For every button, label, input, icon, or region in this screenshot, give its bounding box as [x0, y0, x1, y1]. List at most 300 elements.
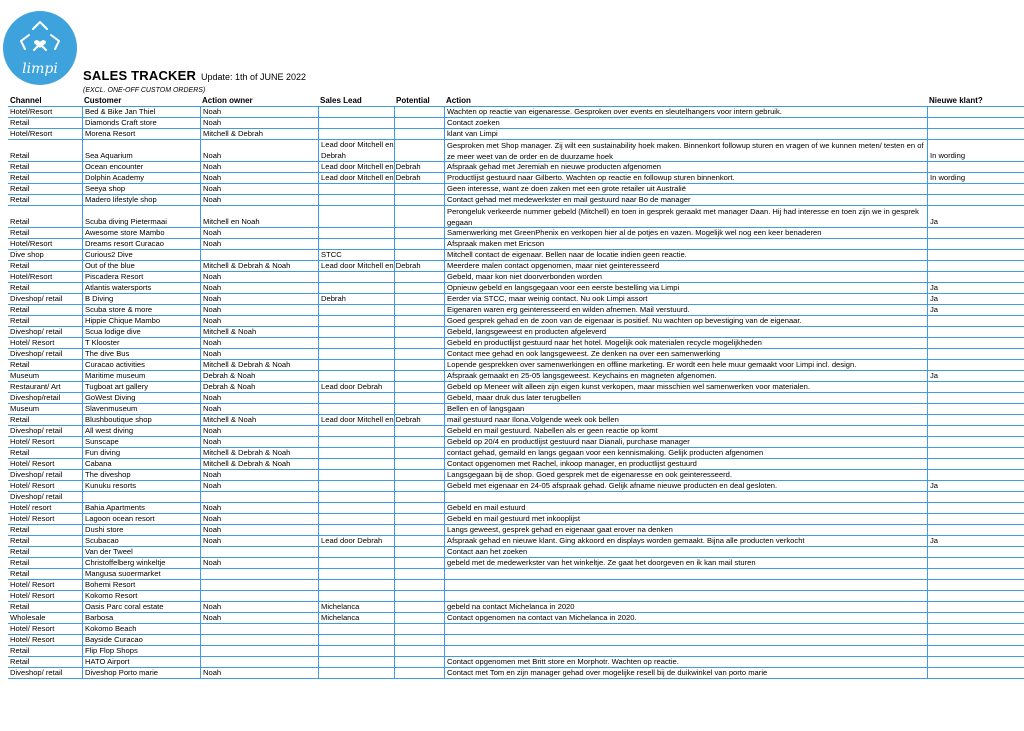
potential-cell[interactable]: [394, 481, 444, 491]
owner-cell[interactable]: Noah: [200, 481, 318, 491]
potential-cell[interactable]: [394, 558, 444, 568]
action-cell[interactable]: [444, 624, 927, 634]
new-client-cell[interactable]: [927, 459, 1024, 469]
owner-cell[interactable]: Noah: [200, 536, 318, 546]
lead-cell[interactable]: [318, 338, 394, 348]
potential-cell[interactable]: [394, 580, 444, 590]
potential-cell[interactable]: [394, 426, 444, 436]
table-row[interactable]: [8, 415, 1024, 426]
new-client-cell[interactable]: [927, 184, 1024, 194]
new-client-cell[interactable]: [927, 393, 1024, 403]
table-row[interactable]: [8, 536, 1024, 547]
action-cell[interactable]: [444, 591, 927, 601]
new-client-cell[interactable]: [927, 349, 1024, 359]
table-row[interactable]: [8, 635, 1024, 646]
potential-cell[interactable]: [394, 184, 444, 194]
table-row[interactable]: [8, 360, 1024, 371]
owner-cell[interactable]: Noah: [200, 294, 318, 304]
owner-cell[interactable]: Noah: [200, 404, 318, 414]
customer-cell[interactable]: Diamonds Craft store: [82, 118, 200, 128]
lead-cell[interactable]: [318, 426, 394, 436]
action-cell[interactable]: Gebeld, maar druk dus later terugbellen: [444, 393, 927, 403]
table-row[interactable]: [8, 580, 1024, 591]
potential-cell[interactable]: [394, 162, 444, 172]
potential-cell[interactable]: [394, 613, 444, 623]
lead-cell[interactable]: [318, 558, 394, 568]
table-row[interactable]: [8, 184, 1024, 195]
customer-cell[interactable]: Mangusa suoermarket: [82, 569, 200, 579]
owner-cell[interactable]: Noah: [200, 283, 318, 293]
customer-cell[interactable]: Barbosa: [82, 613, 200, 623]
channel-cell[interactable]: Retail: [10, 195, 30, 204]
action-cell[interactable]: Mitchell contact de eigenaar. Bellen naar de locatie indien geen reactie.: [444, 250, 927, 260]
lead-cell[interactable]: Michelanca: [318, 602, 394, 612]
potential-cell[interactable]: [394, 250, 444, 260]
potential-cell[interactable]: [394, 338, 444, 348]
new-client-cell[interactable]: [927, 118, 1024, 128]
customer-cell[interactable]: Scuba diving Pietermaai: [82, 206, 200, 227]
lead-cell[interactable]: [318, 547, 394, 557]
action-cell[interactable]: Lopende gesprekken over samenwerkingen en offline marketing. Er wordt een hele muur gemaakt voor Limpi incl. design.: [444, 360, 927, 370]
table-row[interactable]: [8, 470, 1024, 481]
channel-cell[interactable]: Hotel/Resort: [10, 239, 53, 248]
table-row[interactable]: [8, 624, 1024, 635]
action-cell[interactable]: Perongeluk verkeerde nummer gebeld (Mitchell) en toen in gesprek geraakt met manager Daan. Hij had interesse en toen zijn we in gesprek gegaan: [444, 206, 927, 227]
new-client-cell[interactable]: [927, 228, 1024, 238]
owner-cell[interactable]: Noah: [200, 316, 318, 326]
action-cell[interactable]: Gebeld en productlijst gestuurd naar het hotel. Mogelijk ook materialen recycle mogelijkheden: [444, 338, 927, 348]
channel-cell[interactable]: Museum: [10, 404, 40, 413]
table-row[interactable]: [8, 613, 1024, 624]
lead-cell[interactable]: Lead door Debrah: [318, 382, 394, 392]
potential-cell[interactable]: [394, 514, 444, 524]
channel-cell[interactable]: Hotel/Resort: [10, 107, 53, 116]
new-client-cell[interactable]: [927, 261, 1024, 271]
new-client-cell[interactable]: [927, 514, 1024, 524]
action-cell[interactable]: Contact mee gehad en ook langsgeweest. Ze denken na over een samenwerking: [444, 349, 927, 359]
action-cell[interactable]: Gebeld en mail gestuurd met inkooplijst: [444, 514, 927, 524]
owner-cell[interactable]: Noah: [200, 349, 318, 359]
new-client-cell[interactable]: [927, 613, 1024, 623]
owner-cell[interactable]: Mitchell en Noah: [200, 206, 318, 227]
lead-cell[interactable]: [318, 239, 394, 249]
owner-cell[interactable]: Noah: [200, 514, 318, 524]
potential-cell[interactable]: [394, 459, 444, 469]
new-client-cell[interactable]: [927, 470, 1024, 480]
action-cell[interactable]: Geen interesse, want ze doen zaken met een grote retailer uit Australië: [444, 184, 927, 194]
lead-cell[interactable]: [318, 228, 394, 238]
owner-cell[interactable]: [200, 569, 318, 579]
customer-cell[interactable]: All west diving: [82, 426, 200, 436]
potential-cell[interactable]: [394, 602, 444, 612]
channel-cell[interactable]: Retail: [10, 547, 30, 556]
lead-cell[interactable]: [318, 404, 394, 414]
customer-cell[interactable]: The dive Bus: [82, 349, 200, 359]
channel-cell[interactable]: Retail: [10, 558, 30, 567]
new-client-cell[interactable]: [927, 338, 1024, 348]
action-cell[interactable]: klant van Limpi: [444, 129, 927, 139]
customer-cell[interactable]: Scua lodige dive: [82, 327, 200, 337]
customer-cell[interactable]: Curacao activities: [82, 360, 200, 370]
channel-cell[interactable]: Hotel/ Resort: [10, 580, 55, 589]
channel-cell[interactable]: Hotel/ Resort: [10, 459, 55, 468]
action-cell[interactable]: Meerdere malen contact opgenomen, maar niet geinteresseerd: [444, 261, 927, 271]
table-row[interactable]: [8, 426, 1024, 437]
channel-cell[interactable]: Hotel/ Resort: [10, 624, 55, 633]
potential-cell[interactable]: [394, 239, 444, 249]
table-row[interactable]: [8, 129, 1024, 140]
lead-cell[interactable]: [318, 107, 394, 117]
table-row[interactable]: [8, 206, 1024, 228]
lead-cell[interactable]: [318, 437, 394, 447]
channel-cell[interactable]: Hotel/ Resort: [10, 338, 55, 347]
owner-cell[interactable]: Mitchell & Noah: [200, 327, 318, 337]
lead-cell[interactable]: [318, 514, 394, 524]
new-client-cell[interactable]: Ja: [927, 536, 1024, 546]
table-row[interactable]: [8, 646, 1024, 657]
action-cell[interactable]: [444, 580, 927, 590]
owner-cell[interactable]: Mitchell & Debrah & Noah: [200, 261, 318, 271]
lead-cell[interactable]: [318, 481, 394, 491]
table-row[interactable]: [8, 514, 1024, 525]
new-client-cell[interactable]: [927, 360, 1024, 370]
table-row[interactable]: [8, 437, 1024, 448]
action-cell[interactable]: Contact opgenomen met Britt store en Morphotr. Wachten op reactie.: [444, 657, 927, 667]
table-row[interactable]: [8, 261, 1024, 272]
channel-cell[interactable]: Hotel/ Resort: [10, 591, 55, 600]
owner-cell[interactable]: Noah: [200, 118, 318, 128]
table-row[interactable]: [8, 382, 1024, 393]
new-client-cell[interactable]: In wording: [927, 140, 1024, 161]
table-row[interactable]: [8, 503, 1024, 514]
owner-cell[interactable]: Mitchell & Debrah & Noah: [200, 448, 318, 458]
lead-cell[interactable]: [318, 668, 394, 678]
channel-cell[interactable]: Retail: [10, 646, 30, 655]
lead-cell[interactable]: [318, 580, 394, 590]
channel-cell[interactable]: Retail: [10, 151, 30, 160]
lead-cell[interactable]: [318, 206, 394, 227]
channel-cell[interactable]: Hotel/ Resort: [10, 514, 55, 523]
new-client-cell[interactable]: [927, 382, 1024, 392]
customer-cell[interactable]: Dreams resort Curacao: [82, 239, 200, 249]
action-cell[interactable]: Opnieuw gebeld en langsgegaan voor een eerste bestelling via Limpi: [444, 283, 927, 293]
lead-cell[interactable]: Lead door Mitchell en Debrah: [318, 261, 394, 271]
new-client-cell[interactable]: [927, 250, 1024, 260]
owner-cell[interactable]: Noah: [200, 140, 318, 161]
customer-cell[interactable]: Kokomo Beach: [82, 624, 200, 634]
potential-cell[interactable]: [394, 294, 444, 304]
channel-cell[interactable]: Retail: [10, 283, 30, 292]
potential-cell[interactable]: [394, 404, 444, 414]
action-cell[interactable]: Gebeld, maar kon niet doorverbonden worden: [444, 272, 927, 282]
channel-cell[interactable]: Retail: [10, 602, 30, 611]
new-client-cell[interactable]: [927, 591, 1024, 601]
table-row[interactable]: [8, 481, 1024, 492]
channel-cell[interactable]: Hotel/ Resort: [10, 437, 55, 446]
potential-cell[interactable]: [394, 415, 444, 425]
customer-cell[interactable]: Christoffelberg winkeltje: [82, 558, 200, 568]
customer-cell[interactable]: Sea Aquarium: [82, 140, 200, 161]
customer-cell[interactable]: Hippie Chique Mambo: [82, 316, 200, 326]
potential-cell[interactable]: [394, 382, 444, 392]
new-client-cell[interactable]: Ja: [927, 371, 1024, 381]
new-client-cell[interactable]: [927, 569, 1024, 579]
customer-cell[interactable]: Bohemi Resort: [82, 580, 200, 590]
lead-cell[interactable]: [318, 470, 394, 480]
customer-cell[interactable]: Tugboat art gallery: [82, 382, 200, 392]
owner-cell[interactable]: Mitchell & Debrah & Noah: [200, 459, 318, 469]
channel-cell[interactable]: Retail: [10, 569, 30, 578]
customer-cell[interactable]: Seeya shop: [82, 184, 200, 194]
lead-cell[interactable]: [318, 327, 394, 337]
lead-cell[interactable]: [318, 657, 394, 667]
table-row[interactable]: [8, 140, 1024, 162]
potential-cell[interactable]: [394, 591, 444, 601]
lead-cell[interactable]: [318, 118, 394, 128]
channel-cell[interactable]: Diveshop/ retail: [10, 426, 63, 435]
action-cell[interactable]: Contact aan het zoeken: [444, 547, 927, 557]
action-cell[interactable]: Wachten op reactie van eigenaresse. Gesproken over events en sleutelhangers voor intern gebruik.: [444, 107, 927, 117]
action-cell[interactable]: Contact gehad met medewerkster en mail gestuurd naar Bo de manager: [444, 195, 927, 205]
channel-cell[interactable]: Retail: [10, 448, 30, 457]
customer-cell[interactable]: Piscadera Resort: [82, 272, 200, 282]
potential-cell[interactable]: [394, 129, 444, 139]
owner-cell[interactable]: [200, 646, 318, 656]
lead-cell[interactable]: [318, 129, 394, 139]
new-client-cell[interactable]: [927, 657, 1024, 667]
channel-cell[interactable]: Hotel/ resort: [10, 503, 52, 512]
channel-cell[interactable]: Diveshop/ retail: [10, 492, 63, 501]
owner-cell[interactable]: Noah: [200, 426, 318, 436]
action-cell[interactable]: Gebeld op 20/4 en productlijst gestuurd naar Dianali, purchase manager: [444, 437, 927, 447]
channel-cell[interactable]: Retail: [10, 305, 30, 314]
channel-cell[interactable]: Diveshop/ retail: [10, 668, 63, 677]
action-cell[interactable]: [444, 569, 927, 579]
channel-cell[interactable]: Retail: [10, 118, 30, 127]
table-row[interactable]: [8, 228, 1024, 239]
potential-cell[interactable]: [394, 635, 444, 645]
channel-cell[interactable]: Retail: [10, 162, 30, 171]
table-row[interactable]: [8, 195, 1024, 206]
lead-cell[interactable]: Lead door Mitchell en Debrah: [318, 162, 394, 172]
channel-cell[interactable]: Retail: [10, 415, 30, 424]
owner-cell[interactable]: [200, 547, 318, 557]
new-client-cell[interactable]: [927, 547, 1024, 557]
new-client-cell[interactable]: [927, 635, 1024, 645]
customer-cell[interactable]: Oasis Parc coral estate: [82, 602, 200, 612]
new-client-cell[interactable]: [927, 404, 1024, 414]
table-row[interactable]: [8, 162, 1024, 173]
new-client-cell[interactable]: [927, 448, 1024, 458]
potential-cell[interactable]: [394, 349, 444, 359]
channel-cell[interactable]: Diveshop/ retail: [10, 294, 63, 303]
table-row[interactable]: [8, 305, 1024, 316]
owner-cell[interactable]: [200, 250, 318, 260]
customer-cell[interactable]: Morena Resort: [82, 129, 200, 139]
customer-cell[interactable]: Maritime museum: [82, 371, 200, 381]
channel-cell[interactable]: Retail: [10, 360, 30, 369]
potential-cell[interactable]: [394, 173, 444, 183]
action-cell[interactable]: Afspraak gehad met Jeremiah en nieuwe producten afgenomen: [444, 162, 927, 172]
table-row[interactable]: [8, 107, 1024, 118]
customer-cell[interactable]: Fun diving: [82, 448, 200, 458]
lead-cell[interactable]: Lead door Mitchell en Debrah: [318, 415, 394, 425]
table-row[interactable]: [8, 118, 1024, 129]
action-cell[interactable]: Bellen en of langsgaan: [444, 404, 927, 414]
owner-cell[interactable]: Noah: [200, 228, 318, 238]
customer-cell[interactable]: HATO Airport: [82, 657, 200, 667]
table-row[interactable]: [8, 393, 1024, 404]
lead-cell[interactable]: [318, 305, 394, 315]
channel-cell[interactable]: Hotel/Resort: [10, 129, 53, 138]
customer-cell[interactable]: Slavenmuseum: [82, 404, 200, 414]
action-cell[interactable]: Langs geweest, gesprek gehad en eigenaar gaat erover na denken: [444, 525, 927, 535]
channel-cell[interactable]: Retail: [10, 217, 30, 226]
lead-cell[interactable]: [318, 635, 394, 645]
action-cell[interactable]: Gebeld en mail estuurd: [444, 503, 927, 513]
customer-cell[interactable]: Sunscape: [82, 437, 200, 447]
lead-cell[interactable]: [318, 349, 394, 359]
new-client-cell[interactable]: [927, 239, 1024, 249]
new-client-cell[interactable]: [927, 272, 1024, 282]
table-row[interactable]: [8, 316, 1024, 327]
lead-cell[interactable]: [318, 393, 394, 403]
action-cell[interactable]: [444, 646, 927, 656]
potential-cell[interactable]: [394, 228, 444, 238]
action-cell[interactable]: gebeld na contact Michelanca in 2020: [444, 602, 927, 612]
owner-cell[interactable]: Noah: [200, 503, 318, 513]
customer-cell[interactable]: Curious2 Dive: [82, 250, 200, 260]
customer-cell[interactable]: T Klooster: [82, 338, 200, 348]
customer-cell[interactable]: Dushi store: [82, 525, 200, 535]
action-cell[interactable]: [444, 635, 927, 645]
action-cell[interactable]: Gebeld en mail gestuurd. Nabellen als er geen reactie op komt: [444, 426, 927, 436]
table-row[interactable]: [8, 602, 1024, 613]
owner-cell[interactable]: Noah: [200, 162, 318, 172]
new-client-cell[interactable]: [927, 162, 1024, 172]
owner-cell[interactable]: [200, 580, 318, 590]
action-cell[interactable]: Afspraak maken met Ericson: [444, 239, 927, 249]
potential-cell[interactable]: [394, 283, 444, 293]
potential-cell[interactable]: [394, 503, 444, 513]
new-client-cell[interactable]: [927, 426, 1024, 436]
new-client-cell[interactable]: [927, 580, 1024, 590]
channel-cell[interactable]: Diveshop/retail: [10, 393, 61, 402]
table-row[interactable]: [8, 371, 1024, 382]
channel-cell[interactable]: Museum: [10, 371, 40, 380]
owner-cell[interactable]: Debrah & Noah: [200, 382, 318, 392]
new-client-cell[interactable]: Ja: [927, 481, 1024, 491]
lead-cell[interactable]: [318, 184, 394, 194]
action-cell[interactable]: Langsgegaan bij de shop. Goed gesprek met de eigenaresse en ook geinteresseerd.: [444, 470, 927, 480]
lead-cell[interactable]: [318, 492, 394, 502]
owner-cell[interactable]: Debrah & Noah: [200, 371, 318, 381]
customer-cell[interactable]: Madero lifestyle shop: [82, 195, 200, 205]
potential-cell[interactable]: [394, 525, 444, 535]
owner-cell[interactable]: [200, 591, 318, 601]
owner-cell[interactable]: Noah: [200, 195, 318, 205]
customer-cell[interactable]: Cabana: [82, 459, 200, 469]
customer-cell[interactable]: Bed & Bike Jan Thiel: [82, 107, 200, 117]
owner-cell[interactable]: Noah: [200, 437, 318, 447]
new-client-cell[interactable]: [927, 558, 1024, 568]
action-cell[interactable]: [444, 492, 927, 502]
customer-cell[interactable]: Van der Tweel: [82, 547, 200, 557]
action-cell[interactable]: Goed gesprek gehad en de zoon van de eigenaar is positief. Nu wachten op bevestiging van de eigenaar.: [444, 316, 927, 326]
action-cell[interactable]: Eigenaren waren erg geinteresseerd en wilden afnemen. Mail verstuurd.: [444, 305, 927, 315]
potential-cell[interactable]: [394, 536, 444, 546]
customer-cell[interactable]: Kokomo Resort: [82, 591, 200, 601]
table-row[interactable]: [8, 294, 1024, 305]
table-row[interactable]: [8, 668, 1024, 679]
potential-cell[interactable]: [394, 272, 444, 282]
channel-cell[interactable]: Restaurant/ Art: [10, 382, 61, 391]
lead-cell[interactable]: [318, 525, 394, 535]
lead-cell[interactable]: Lead door Mitchell en Debrah: [318, 173, 394, 183]
customer-cell[interactable]: [82, 492, 200, 502]
owner-cell[interactable]: Noah: [200, 525, 318, 535]
owner-cell[interactable]: Noah: [200, 558, 318, 568]
owner-cell[interactable]: Noah: [200, 602, 318, 612]
owner-cell[interactable]: [200, 624, 318, 634]
action-cell[interactable]: gebeld met de medewerkster van het winkeltje. Ze gaat het doorgeven en ik kan mail sturen: [444, 558, 927, 568]
new-client-cell[interactable]: In wording: [927, 173, 1024, 183]
potential-cell[interactable]: [394, 118, 444, 128]
table-row[interactable]: [8, 338, 1024, 349]
channel-cell[interactable]: Diveshop/ retail: [10, 470, 63, 479]
action-cell[interactable]: Eerder via STCC, maar weinig contact. Nu ook Limpi assort: [444, 294, 927, 304]
lead-cell[interactable]: [318, 591, 394, 601]
channel-cell[interactable]: Retail: [10, 536, 30, 545]
channel-cell[interactable]: Hotel/Resort: [10, 272, 53, 281]
channel-cell[interactable]: Retail: [10, 316, 30, 325]
table-row[interactable]: [8, 558, 1024, 569]
action-cell[interactable]: Afspraak gehad en nieuwe klant. Ging akkoord en displays worden gemaakt. Bijna alle producten verkocht: [444, 536, 927, 546]
potential-cell[interactable]: [394, 316, 444, 326]
new-client-cell[interactable]: [927, 646, 1024, 656]
table-row[interactable]: [8, 459, 1024, 470]
channel-cell[interactable]: Diveshop/ retail: [10, 327, 63, 336]
owner-cell[interactable]: Noah: [200, 613, 318, 623]
new-client-cell[interactable]: [927, 503, 1024, 513]
action-cell[interactable]: Gesproken met Shop manager. Zij wilt een sustainability hoek maken. Binnenkort followup sturen en vragen of we kunnen meten/ testen en of ze meer weet van de order en de duurzame hoek: [444, 140, 927, 161]
lead-cell[interactable]: [318, 272, 394, 282]
customer-cell[interactable]: Blushboutique shop: [82, 415, 200, 425]
lead-cell[interactable]: [318, 646, 394, 656]
lead-cell[interactable]: Michelanca: [318, 613, 394, 623]
table-row[interactable]: [8, 525, 1024, 536]
channel-cell[interactable]: Retail: [10, 184, 30, 193]
owner-cell[interactable]: Noah: [200, 305, 318, 315]
action-cell[interactable]: Afspraak gemaakt en 25-05 langsgeweest. Keychains en magneten afgenomen.: [444, 371, 927, 381]
lead-cell[interactable]: [318, 360, 394, 370]
owner-cell[interactable]: [200, 657, 318, 667]
new-client-cell[interactable]: [927, 492, 1024, 502]
lead-cell[interactable]: [318, 503, 394, 513]
table-row[interactable]: [8, 239, 1024, 250]
potential-cell[interactable]: [394, 140, 444, 161]
new-client-cell[interactable]: [927, 129, 1024, 139]
customer-cell[interactable]: Atlantis watersports: [82, 283, 200, 293]
owner-cell[interactable]: [200, 492, 318, 502]
channel-cell[interactable]: Retail: [10, 261, 30, 270]
potential-cell[interactable]: [394, 448, 444, 458]
lead-cell[interactable]: [318, 569, 394, 579]
new-client-cell[interactable]: [927, 668, 1024, 678]
owner-cell[interactable]: Mitchell & Noah: [200, 415, 318, 425]
channel-cell[interactable]: Retail: [10, 525, 30, 534]
lead-cell[interactable]: [318, 316, 394, 326]
